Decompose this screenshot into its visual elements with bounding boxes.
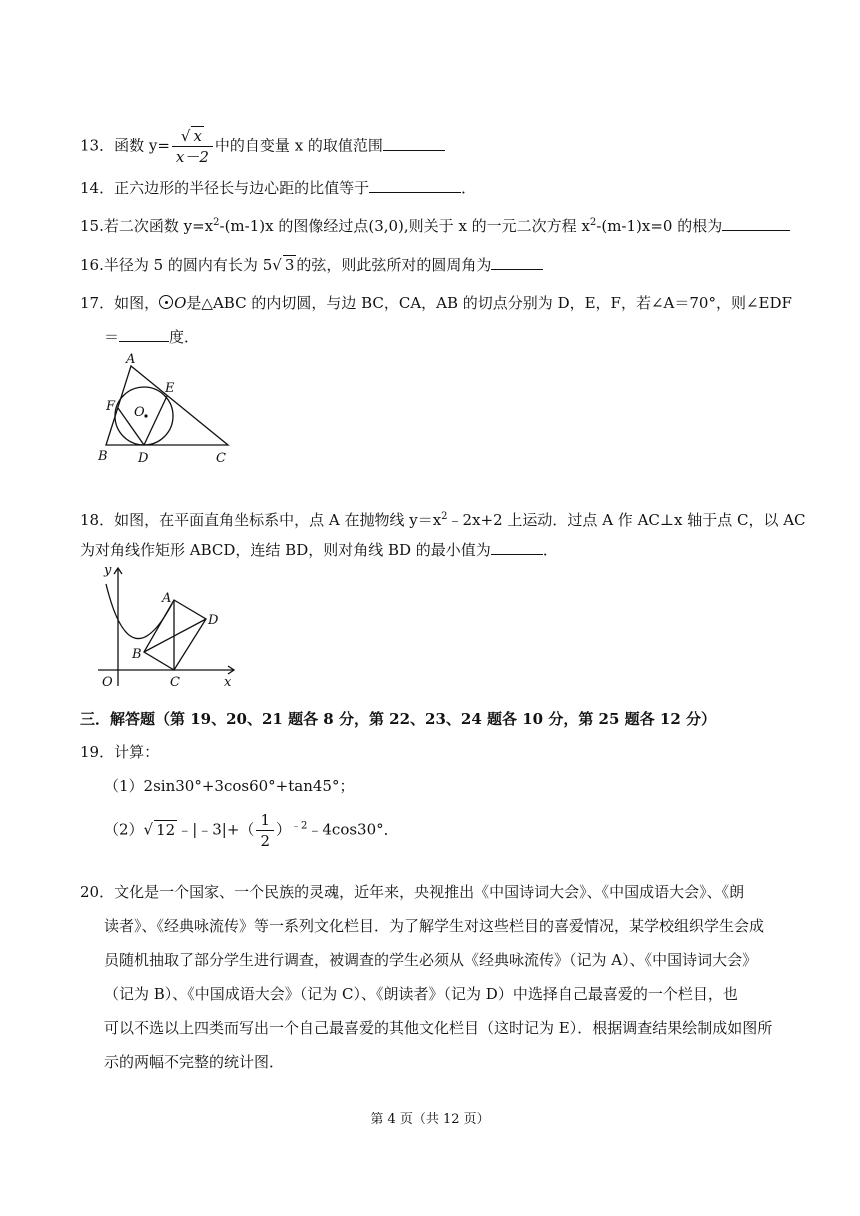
center-point-o [144,414,147,417]
question-18-line-2 [80,538,558,562]
q19-p2-prefix: （2） [104,820,144,839]
q16-text-a: 16.半径为 5 的圆内有长为 5 [80,256,273,274]
q17-text-b: 是△ABC 的内切圆，与边 BC，CA，AB 的切点分别为 D，E，F，若∠A＝70°，则∠EDF [186,294,792,312]
q18-answer-blank [491,540,543,555]
label-f: F [106,399,116,414]
q17-circle-o: O [174,294,187,312]
q19-p2-fraction [256,810,274,851]
question-18-line-1 [80,505,806,532]
label-d: D [138,451,149,464]
label-d: D [208,613,219,628]
question-15 [80,211,790,238]
label-a: A [162,591,172,606]
q13-frac-numerator: x [193,127,202,145]
q20-line-6: 示的两幅不完整的统计图． [104,1053,285,1071]
q20-line-1: 20．文化是一个国家、一个民族的灵魂，近年来，央视推出《中国诗词大会》、《中国成语大会》、《朗 [80,883,745,901]
q20-line-4: （记为 B）、《中国成语大会》（记为 C）、《朗读者》（记为 D）中选择自己最喜爱的一个栏目，也 [104,985,738,1003]
label-o: O [134,405,145,420]
label-e: E [165,381,175,396]
circle-dot-icon [159,295,173,309]
q13-answer-blank [383,136,445,151]
q20-line-3: 员随机抽取了部分学生进行调查，被调查的学生必须从《经典咏流传》（记为 A）、《中国诗词大会》 [104,951,758,969]
q18-text-c: 为对角线作矩形 ABCD，连结 BD，则对角线 BD 的最小值为 [80,541,491,559]
q16-sqrt: 3 [284,256,295,274]
q15-text-c: -(m-1)x=0 的根为 [596,217,723,235]
q17-eq: ＝ [104,328,120,346]
q19-p2-exp: ﹣2 [291,820,308,832]
q13-frac-denominator: x－2 [172,146,213,167]
q18-text-a: 18．如图，在平面直角坐标系中，点 A 在抛物线 y＝x [80,511,442,529]
q15-sup-2: 2 [589,217,597,228]
section-3-heading: 三．解答题（第 19、20、21 题各 8 分，第 22、23、24 题各 10 分，第 25 题各 12 分） [80,710,716,728]
label-c: C [216,451,226,464]
q17-triangle-figure [90,352,240,464]
q19-p2-sqrt: 12 [156,820,176,839]
q19-p2-den: 2 [256,830,274,851]
q20-line-5: 可以不选以上四类而写出一个自己最喜爱的其他文化栏目（这时记为 E）．根据调查结果绘制成如图所 [104,1019,773,1037]
q15-text-a: 15.若二次函数 y=x [80,217,214,235]
label-b: B [98,449,108,464]
q13-prefix: 13．函数 y= [80,136,170,155]
q14-text: 14．正六边形的半径长与边心距的比值等于 [80,179,370,197]
label-c: C [170,675,180,690]
q17-unit: 度． [169,328,200,346]
q19-p2-num: 1 [260,811,270,829]
q16-text-b: 的弦，则此弦所对的圆周角为 [296,256,492,274]
q13-text: 中的自变量 x 的取值范围 [214,136,383,155]
q18-coordinate-figure [92,562,242,692]
q18-text-b: ﹣2x+2 上运动．过点 A 作 AC⊥x 轴于点 C，以 AC [447,511,806,529]
q18-end: ． [542,541,558,559]
question-14 [80,176,476,200]
question-16: 16.半径为 5 的圆内有长为 5√ 3 的弦，则此弦所对的圆周角为 [80,253,543,277]
q14-answer-blank [369,178,461,193]
q15-text-b: -(m-1)x 的图像经过点(3,0),则关于 x 的一元二次方程 x [219,217,590,235]
label-b: B [132,647,142,662]
q15-answer-blank [722,216,790,231]
label-o: O [102,675,113,690]
q20-line-2: 读者》、《经典咏流传》等一系列文化栏目．为了解学生对这些栏目的喜爱情况，某学校组织学生会成 [104,917,765,935]
q17-answer-blank [119,327,169,342]
q19-part-1: （1）2sin30°+3cos60°+tan45°； [104,777,355,795]
q19-title: 19．计算： [80,743,160,761]
label-y: y [104,563,112,578]
q14-end: ． [461,179,477,197]
q13-fraction: $\frac{√ x}{x-2}$ [172,126,213,167]
q16-answer-blank [491,255,543,270]
q18-sup: 2 [441,511,448,522]
q19-p2-tail: ﹣4cos30°． [307,820,399,839]
question-13 [80,126,445,167]
q17-text-a: 17．如图， [80,294,160,312]
label-a: A [126,352,136,367]
q19-part-2: （2）√ 12 ﹣|﹣3|+（ $\frac{1}{2}$ ）$^{﹣2}$﹣4cos30°． [104,811,399,850]
label-x: x [224,675,232,690]
q19-p2-text: ﹣|﹣3|+（ [177,820,255,839]
q15-sup-1: 2 [213,217,220,228]
q19-p2-close: ） [275,820,291,839]
question-17-line-2 [104,325,199,349]
page-footer: 第 4 页（共 12 页） [370,1112,490,1127]
question-17-line-1 [80,291,792,315]
